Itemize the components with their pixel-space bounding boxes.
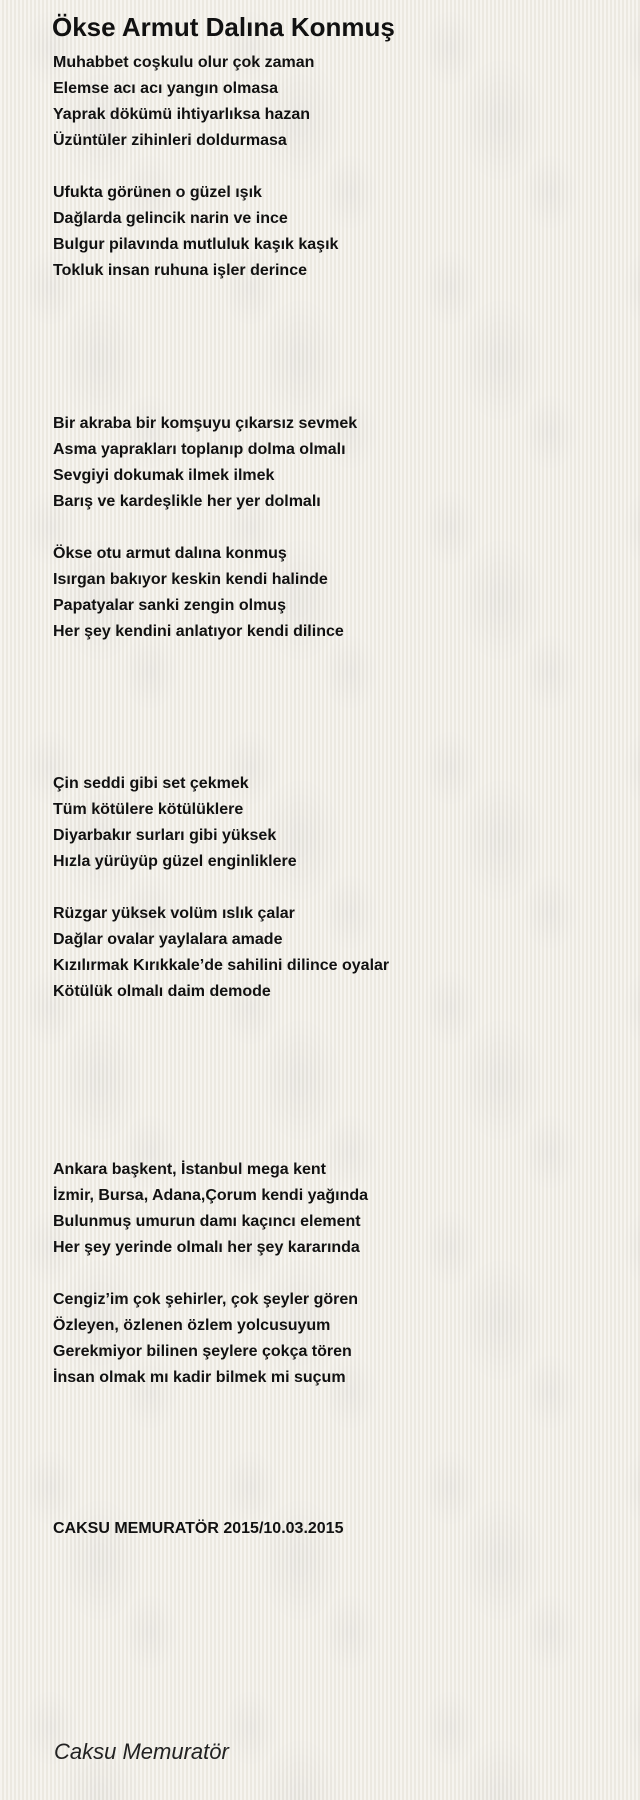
stanza-4: [53, 541, 344, 645]
poem-line: Hızla yürüyüp güzel enginliklere: [53, 853, 297, 870]
poem-line: Barış ve kardeşlikle her yer dolmalı: [53, 493, 321, 510]
stanza-8: [53, 1287, 358, 1391]
stanza-7: [53, 1157, 368, 1261]
stanza-1: [53, 50, 314, 154]
poem-line: Rüzgar yüksek volüm ıslık çalar: [53, 905, 295, 922]
poem-line: Özleyen, özlenen özlem yolcusuyum: [53, 1317, 331, 1334]
poem-title: Ökse Armut Dalına Konmuş: [52, 12, 395, 42]
poem-line: Her şey yerinde olmalı her şey kararında: [53, 1239, 360, 1256]
poem-line: Papatyalar sanki zengin olmuş: [53, 597, 286, 614]
poem-line: Bulunmuş umurun damı kaçıncı element: [53, 1213, 361, 1230]
poem-line: Kötülük olmalı daim demode: [53, 983, 271, 1000]
poem-line: Asma yaprakları toplanıp dolma olmalı: [53, 441, 346, 458]
poem-line: İzmir, Bursa, Adana,Çorum kendi yağında: [53, 1187, 369, 1204]
poem-line: Her şey kendini anlatıyor kendi dilince: [53, 623, 344, 640]
poem-line: Cengiz’im çok şehirler, çok şeyler gören: [53, 1291, 359, 1308]
poem-signature: CAKSU MEMURATÖR 2015/10.03.2015: [53, 1520, 344, 1537]
stanza-5: [53, 771, 297, 875]
poem-line: Isırgan bakıyor keskin kendi halinde: [53, 571, 328, 588]
poem-line: Bulgur pilavında mutluluk kaşık kaşık: [53, 236, 339, 253]
poem-line: Üzüntüler zihinleri doldurmasa: [53, 132, 287, 149]
poem-line: Ufukta görünen o güzel ışık: [53, 184, 262, 201]
poem-line: Tüm kötülere kötülüklere: [53, 801, 244, 818]
poem-line: Yaprak dökümü ihtiyarlıksa hazan: [53, 106, 310, 123]
poem-line: Ökse otu armut dalına konmuş: [53, 545, 287, 562]
stanza-2: [53, 180, 338, 284]
poem-line: Tokluk insan ruhuna işler derince: [53, 262, 307, 279]
poem-line: Elemse acı acı yangın olmasa: [53, 80, 279, 97]
author-name[interactable]: Caksu Memuratör: [54, 1739, 229, 1764]
poem-line: Çin seddi gibi set çekmek: [53, 775, 249, 792]
poem-line: Sevgiyi dokumak ilmek ilmek: [53, 467, 275, 484]
poem-line: İnsan olmak mı kadir bilmek mi suçum: [53, 1369, 346, 1386]
poem-line: Ankara başkent, İstanbul mega kent: [53, 1161, 326, 1178]
stanza-6: [53, 901, 389, 1005]
poem-line: Gerekmiyor bilinen şeylere çokça tören: [53, 1343, 352, 1360]
poem-line: Kızılırmak Kırıkkale’de sahilini dilince oyalar: [53, 957, 390, 974]
poem-line: Dağlar ovalar yaylalara amade: [53, 931, 283, 948]
poem-line: Bir akraba bir komşuyu çıkarsız sevmek: [53, 415, 358, 432]
stanza-3: [53, 411, 357, 515]
poem-line: Muhabbet coşkulu olur çok zaman: [53, 54, 315, 71]
poem-line: Diyarbakır surları gibi yüksek: [53, 827, 277, 844]
poem-line: Dağlarda gelincik narin ve ince: [53, 210, 288, 227]
